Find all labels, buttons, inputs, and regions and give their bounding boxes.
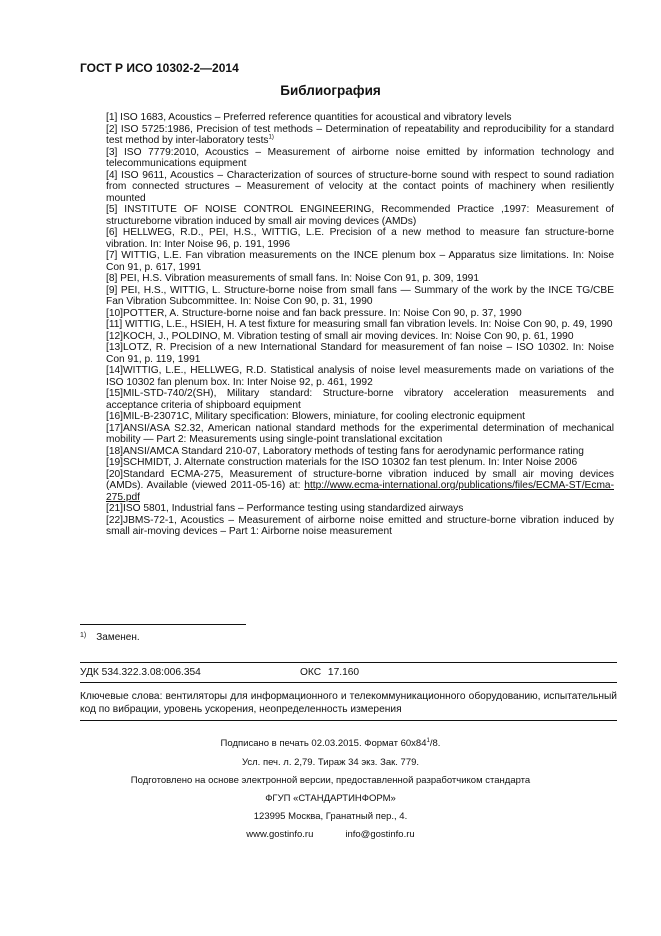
prepared-line: Подготовлено на основе электронной версии, предоставленной разработчиком стандарта — [130, 775, 531, 786]
bibliography-entry — [106, 469, 614, 504]
bibliography-entry: [13]LOTZ, R. Precision of a new International Standard for measurement of fan noise – ISO 10302. In: Noise Con 91, p. 119, 1991 — [106, 342, 614, 365]
bibliography-entry: [1] ISO 1683, Acoustics – Preferred reference quantities for acoustical and vibratory levels — [106, 112, 512, 123]
publisher-line: ФГУП «СТАНДАРТИНФОРМ» — [265, 793, 396, 804]
signed-line — [0, 738, 661, 749]
oks-code: ОКС 17.160 — [300, 667, 360, 678]
footnote-divider — [80, 624, 246, 625]
bibliography-entry: [19]SCHMIDT, J. Alternate construction materials for the ISO 10302 fan test plenum. In: Inter Noise 2006 — [106, 457, 578, 468]
divider-middle — [80, 682, 617, 683]
divider-bottom — [80, 720, 617, 721]
bibliography-entry: [12]KOCH, J., POLDINO, M. Vibration testing of small air moving devices. In: Noise Con 90, p. 61, 1990 — [106, 330, 574, 342]
keywords: Ключевые слова: вентиляторы для информационного и телекоммуникационного оборудованию, испытательный код по вибрации, уровень ускорения, неопределенность измерения — [80, 691, 617, 715]
address-line: 123995 Москва, Гранатный пер., 4. — [253, 811, 408, 822]
format-sub: /8 — [429, 738, 438, 749]
footnote-number: 1) — [80, 632, 87, 639]
bibliography-entry: [9] PEI, H.S., WITTIG, L. Structure-borne noise from small fans — Summary of the work by the INCE TG/CBE Fan Vibration Subcommittee. In: Noise Con 90, p. 31, 1990 — [106, 284, 614, 307]
bibliography-entry: [6] HELLWEG, R.D., PEI, H.S., WITTIG, L.E. Precision of a new method to measure fan structure-borne vibration. In: Inter Noise 96, p. 191, 1996 — [106, 227, 614, 250]
entry-text: [2] ISO 5725:1986, Precision of test methods – Determination of repeatability and reproducibility for a standard test method by inter-laboratory tests — [106, 123, 614, 146]
signed-text: Подписано в печать 02.03.2015. Формат 60x84 — [220, 738, 427, 749]
udk-code: УДК 534.322.3.08:006.354 — [80, 667, 201, 678]
footnote-marker: 1) — [268, 134, 274, 141]
email-link[interactable]: info@gostinfo.ru — [345, 829, 415, 840]
bibliography-entry — [106, 124, 614, 147]
bibliography-entry: [21]ISO 5801, Industrial fans – Performance testing using standardized airways — [106, 503, 464, 514]
bibliography-entry: [15]MIL-STD-740/2(SH), Military standard: Structure-borne vibratory acceleration measurements and acceptance criteria of shipboard equipment — [106, 388, 614, 411]
ecma-link[interactable]: http://www.ecma-international.org/publications/files/ECMA-ST/Ecma-275.pdf — [106, 480, 614, 503]
bibliography-entry: [4] ISO 9611, Acoustics – Characterization of sources of structure-borne sound with respect to sound radiation from connected structures – Measurement of velocity at the contact points of machinery when resiliently mounted — [106, 169, 614, 204]
bibliography-entry: [22]JBMS-72-1, Acoustics – Measurement of airborne noise emitted and structure-borne vibration induced by small air-moving devices – Part 1: Airborne noise measurement — [106, 514, 614, 537]
bibliography-entry: [18]ANSI/AMCA Standard 210-07, Laboratory methods of testing fans for aerodynamic performance rating — [106, 445, 584, 457]
sheets-line: Усл. печ. л. 2,79. Тираж 34 экз. Зак. 779. — [241, 757, 420, 768]
bibliography-entry: [3] ISO 7779:2010, Acoustics – Measurement of airborne noise emitted by information technology and telecommunications equipment — [106, 146, 614, 169]
format-end: . — [437, 738, 441, 749]
document-header: ГОСТ Р ИСО 10302-2—2014 — [80, 61, 239, 75]
footnote — [80, 632, 140, 643]
bibliography-entry: [16]MIL-B-23071C, Military specification: Blowers, miniature, for cooling electronic equipment — [106, 411, 526, 422]
bibliography-entry: [10]POTTER, A. Structure-borne noise and fan back pressure. In: Noise Con 90, p. 37, 1990 — [106, 307, 522, 319]
format-sup: 1 — [426, 737, 430, 744]
bibliography-entry: [8] PEI, H.S. Vibration measurements of small fans. In: Noise Con 91, p. 309, 1991 — [106, 273, 479, 284]
bibliography-list — [106, 112, 614, 538]
contacts-line — [0, 829, 661, 840]
divider-top — [80, 662, 617, 663]
bibliography-entry: [7] WITTIG, L.E. Fan vibration measurements on the INCE plenum box – Apparatus size limitations. In: Noise Con 91, p. 617, 1991 — [106, 250, 614, 273]
bibliography-entry: [5] INSTITUTE OF NOISE CONTROL ENGINEERING, Recommended Practice ,1997: Measurement of structureborne vibration induced by small air moving devices (AMDs) — [106, 204, 614, 227]
footnote-text: Заменен. — [96, 632, 140, 643]
website-link[interactable]: www.gostinfo.ru — [246, 829, 314, 840]
bibliography-entry: [14]WITTIG, L.E., HELLWEG, R.D. Statistical analysis of noise level measurements made on variations of the ISO 10302 fan plenum box. In: Inter Noise 92, p. 461, 1992 — [106, 365, 614, 388]
section-title: Библиография — [280, 83, 381, 98]
entry-text: [20]Standard ECMA-275, Measurement of structure-borne vibration induced by small air moving devices (AMDs). Available (viewed 2011-05-16) at: — [106, 468, 614, 491]
bibliography-entry: [17]ANSI/ASA S2.32, American national standard methods for the experimental determination of mechanical mobility — Part 2: Measurements using single-point translational excitation — [106, 422, 614, 445]
bibliography-entry: [11] WITTIG, L.E., HSIEH, H. A test fixture for measuring small fan vibration levels. In: Noise Con 90, p. 49, 1990 — [106, 319, 613, 330]
